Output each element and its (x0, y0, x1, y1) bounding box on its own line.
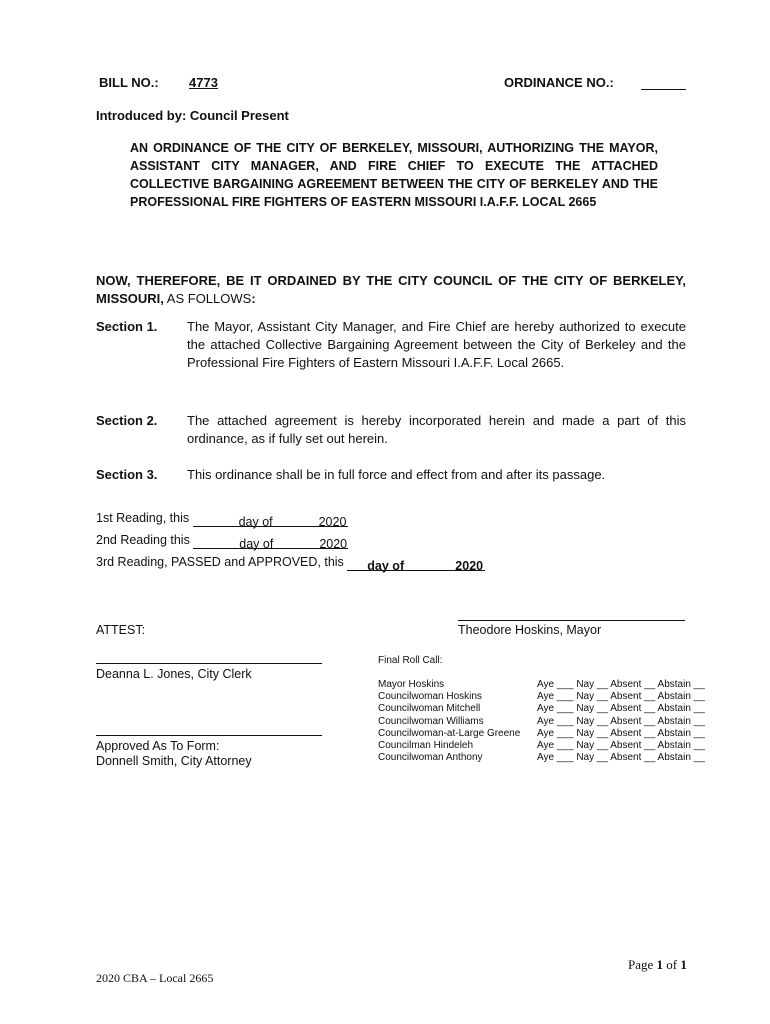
nay-label: Nay (576, 715, 595, 727)
second-reading-month-blank (277, 535, 319, 549)
vote-row: Aye ___ Nay __ Absent __ Abstain __ (537, 727, 705, 739)
first-reading-month-blank (277, 513, 319, 527)
section-2-label: Section 2. (96, 413, 158, 428)
clerk-name: Deanna L. Jones, City Clerk (96, 667, 252, 681)
nay-label: Nay (576, 752, 595, 764)
abstain-label: Abstain (657, 703, 691, 715)
vote-row: Aye ___ Nay __ Absent __ Abstain __ (537, 703, 705, 715)
vote-row: Aye ___ Nay __ Absent __ Abstain __ (537, 740, 705, 752)
document-footer-label: 2020 CBA – Local 2665 (96, 971, 214, 985)
roll-call-member: Councilwoman Anthony (378, 752, 483, 764)
absent-label: Absent (610, 740, 642, 752)
vote-row: Aye ___ Nay __ Absent __ Abstain __ (537, 752, 705, 764)
aye-label: Aye (537, 715, 555, 727)
mayor-name: Theodore Hoskins, Mayor (458, 623, 602, 637)
vote-row: Aye ___ Nay __ Absent __ Abstain __ (537, 691, 705, 703)
roll-call-member: Councilwoman Williams (378, 715, 484, 727)
absent-label: Absent (610, 752, 642, 764)
page-number (628, 957, 687, 973)
third-reading-month-blank (411, 557, 455, 571)
abstain-label: Abstain (657, 715, 691, 727)
third-reading-label: 3rd Reading, PASSED and APPROVED, this (96, 555, 344, 569)
approved-as-to-form: Approved As To Form: (96, 739, 220, 753)
section-1-text: The Mayor, Assistant City Manager, and Fire Chief are hereby authorized to execute the attached Collective Bargaining Agreement between the City of Berkeley and the Professional Fire Fighters of Eastern Missouri I.A.F.F. Local 2665. (187, 319, 686, 370)
clerk-signature-line (96, 663, 322, 664)
second-reading-year: 2020 (319, 537, 348, 551)
absent-label: Absent (610, 691, 642, 703)
third-reading (96, 553, 485, 571)
nay-label: Nay (576, 740, 595, 752)
first-reading-day-blank (193, 513, 235, 527)
abstain-label: Abstain (657, 679, 691, 690)
ordinance-number-label: ORDINANCE NO.: (504, 75, 614, 90)
section-3-text: This ordinance shall be in full force and effect from and after its passage. (187, 467, 606, 482)
aye-label: Aye (537, 679, 555, 690)
roll-call-member: Councilwoman Mitchell (378, 703, 481, 715)
nay-label: Nay (576, 679, 595, 690)
vote-row: Aye ___ Nay __ Absent __ Abstain __ (537, 679, 705, 690)
roll-call-member: Councilwoman-at-Large Greene (378, 727, 521, 739)
section-1-label: Section 1. (96, 319, 158, 334)
absent-label: Absent (610, 679, 642, 690)
second-reading-day-of: day of (235, 535, 277, 549)
attorney-signature-line (96, 735, 322, 736)
ordinance-number-blank (641, 89, 686, 90)
section-3-label: Section 3. (96, 467, 158, 482)
aye-label: Aye (537, 703, 555, 715)
roll-call-members (378, 679, 538, 764)
ordained-normal: AS FOLLOWS (163, 291, 252, 306)
abstain-label: Abstain (657, 740, 691, 752)
ordained-clause (96, 272, 686, 308)
first-reading-label: 1st Reading, this (96, 511, 190, 525)
absent-label: Absent (610, 703, 642, 715)
abstain-label: Abstain (657, 691, 691, 703)
aye-label: Aye (537, 691, 555, 703)
nay-label: Nay (576, 727, 595, 739)
nay-label: Nay (576, 691, 595, 703)
section-2-text: The attached agreement is hereby incorporated herein and made a part of this ordinance, as if fully set out herein. (187, 413, 686, 446)
attest-label: ATTEST: (96, 623, 146, 637)
absent-label: Absent (610, 727, 642, 739)
first-reading-day-of: day of (235, 513, 277, 527)
bill-number-label: BILL NO.: (99, 75, 159, 90)
attorney-name: Donnell Smith, City Attorney (96, 754, 252, 768)
third-reading-day-of: day of (367, 557, 411, 571)
first-reading (96, 509, 348, 527)
vote-row: Aye ___ Nay __ Absent __ Abstain __ (537, 715, 705, 727)
third-reading-year: 2020 (455, 557, 485, 571)
ordinance-title: AN ORDINANCE OF THE CITY OF BERKELEY, MISSOURI, AUTHORIZING THE MAYOR, ASSISTANT CITY MANAGER, AND FIRE CHIEF TO EXECUTE THE ATTACHED COLLECTIVE BARGAINING AGREEMENT BETWEEN THE CITY OF BERKELEY AND THE PROFESSIONAL FIRE FIGHTERS OF EASTERN MISSOURI I.A.F.F. LOCAL 2665 (130, 141, 658, 209)
second-reading-day-blank (193, 535, 235, 549)
first-reading-year: 2020 (318, 515, 347, 529)
page-total: 1 (680, 957, 687, 972)
absent-label: Absent (610, 715, 642, 727)
ordained-colon: : (251, 291, 256, 306)
introduced-by: Introduced by: Council Present (96, 108, 289, 123)
page-current: 1 (656, 957, 664, 972)
aye-label: Aye (537, 752, 555, 764)
abstain-label: Abstain (657, 727, 691, 739)
roll-call-member: Councilwoman Hoskins (378, 691, 482, 703)
roll-call-votes (537, 679, 705, 764)
bill-number-value: 4773 (189, 75, 218, 90)
page-of: of (663, 957, 681, 972)
aye-label: Aye (537, 727, 555, 739)
second-reading (96, 531, 348, 549)
nay-label: Nay (576, 703, 595, 715)
aye-label: Aye (537, 740, 555, 752)
second-reading-label: 2nd Reading this (96, 533, 190, 547)
third-reading-day-blank (347, 557, 367, 571)
roll-call-member: Mayor Hoskins (378, 679, 445, 690)
ordained-bold: NOW, THEREFORE, BE IT ORDAINED BY THE CITY COUNCIL OF THE CITY OF BERKELEY, MISSOURI, (96, 273, 686, 306)
roll-call-member: Councilman Hindeleh (378, 740, 474, 752)
page-prefix: Page (628, 957, 657, 972)
abstain-label: Abstain (657, 752, 691, 764)
roll-call-title: Final Roll Call: (378, 655, 443, 666)
